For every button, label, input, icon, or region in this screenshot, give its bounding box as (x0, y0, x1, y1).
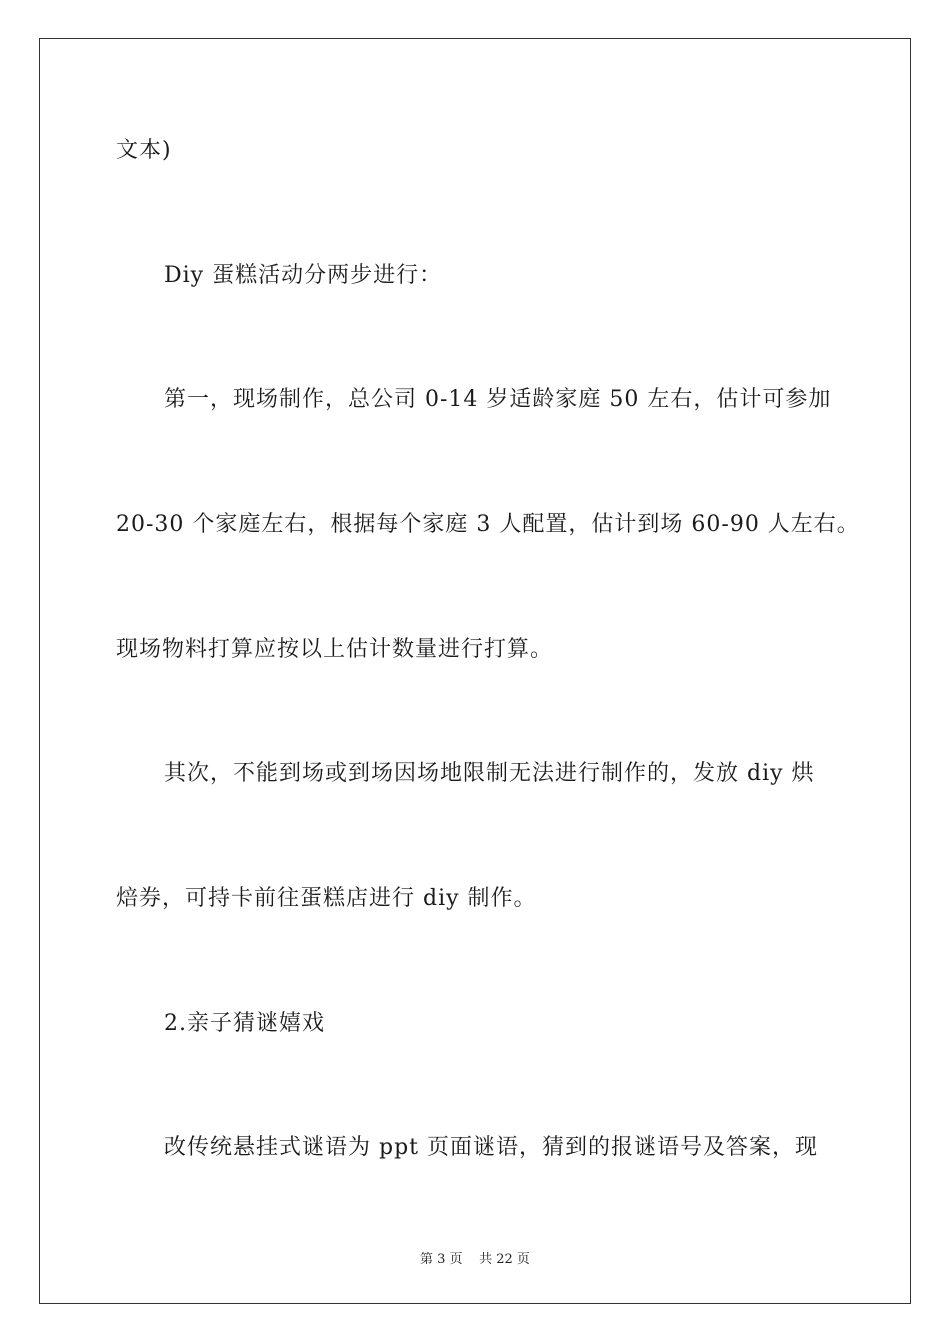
text-line-8: 2.亲子猜谜嬉戏 (164, 1011, 325, 1036)
page-total: 共 22 页 (479, 1252, 530, 1267)
page-number: 第 3 页 (420, 1252, 463, 1267)
text-line-1: 文本) (116, 138, 172, 163)
text-line-2: Diy 蛋糕活动分两步进行： (164, 263, 443, 288)
page-border (39, 38, 911, 1304)
page-footer (0, 1248, 950, 1267)
text-line-5: 现场物料打算应按以上估计数量进行打算。 (116, 637, 554, 662)
text-line-7: 焙券，可持卡前往蛋糕店进行 diy 制作。 (116, 886, 537, 911)
text-line-4: 20-30 个家庭左右，根据每个家庭 3 人配置，估计到场 60-90 人左右。 (116, 512, 860, 537)
text-line-3: 第一，现场制作，总公司 0-14 岁适龄家庭 50 左右，估计可参加 (164, 387, 832, 412)
text-line-9: 改传统悬挂式谜语为 ppt 页面谜语，猜到的报谜语号及答案，现 (164, 1135, 818, 1160)
text-line-6: 其次，不能到场或到场因场地限制无法进行制作的，发放 diy 烘 (164, 761, 815, 786)
